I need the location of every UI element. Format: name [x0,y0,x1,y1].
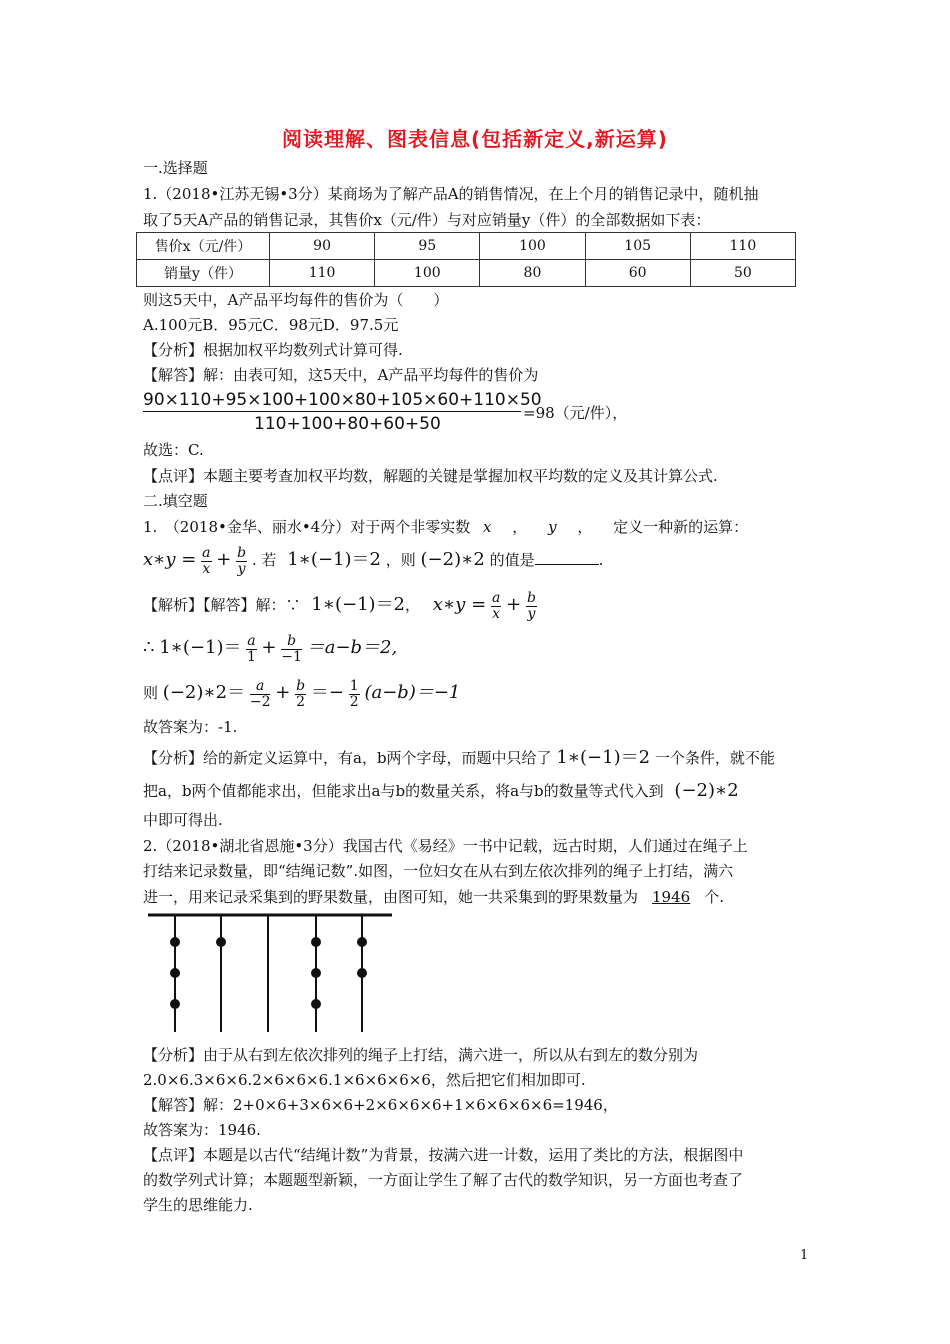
fraction-a-over-x [491,591,501,622]
table-cell: 100 [375,260,480,287]
table-cell: 110 [270,260,375,287]
q1-solution-intro: 【解答】解：由表可知，这5天中，A产品平均每件的售价为 [143,366,539,384]
q2-solution-line: 【解析】【解答】解：∵ 1∗(−1)＝2， x∗y = $\frac{a}{x}$ + $\frac{b}{y}$ [143,589,536,622]
therefore-symbol: ∴ [143,637,155,658]
rope-knot [357,937,367,947]
q3-line1: 2.（2018•湖北省恩施•3分）我国古代《易经》一书中记载，远古时期，人们通过在绳子上 [143,837,748,855]
analysis-text: 【分析】给的新定义运算中，有a，b两个字母，而题中只给了 [143,749,552,767]
frac-num: b [237,544,247,561]
table-row [137,260,796,287]
table-cell: 100 [480,233,585,260]
condition-expression: 1∗(−1)＝2 [287,549,381,570]
q3-text: 个. [704,888,724,906]
definition-lhs: x∗y = [432,594,487,615]
step1-lhs: 1∗(−1)＝ [159,637,242,658]
q3-line2: 打结来记录数量，即“结绳记数”.如图，一位妇女在从右到左依次排列的绳子上打结，满六 [143,862,734,880]
frac-den: 1 [247,648,256,665]
q3-comment1: 【点评】本题是以古代“结绳计数”为背景，按满六进一计数，运用了类比的方法，根据图中 [143,1146,744,1164]
fraction-a-over-neg2 [250,679,271,710]
rope-knot [170,937,180,947]
rope-knot [216,937,226,947]
q2-define-text: 定义一种新的运算： [613,518,749,536]
q2-step1-line: ∴ 1∗(−1)＝ $\frac{a}{1}$ + $\frac{b}{-1}$ ＝a−b＝2, [143,632,398,665]
rope-knot [170,999,180,1009]
frac-num: b [281,634,302,650]
q3-answer: 1946 [652,888,691,906]
condition-expression: 1∗(−1)＝2 [311,594,406,615]
q3-solution: 【解答】解：2+0×6+3×6×6+2×6×6×6+1×6×6×6×6=1946， [143,1096,618,1114]
analysis-text: 把a，b两个值都能求出，但能求出a与b的数量关系，将a与b的数量等式代入到 [143,782,664,800]
q3-comment2: 的数学列式计算；本题题型新颖，一方面让学生了解了古代的数学知识，另一方面也考查了 [143,1171,744,1189]
sales-table [136,232,796,287]
frac-den: y [237,560,246,577]
fraction-b-over-neg1 [281,634,302,665]
q2-analysis-line2 [143,778,739,804]
table-cell: 95 [375,233,480,260]
rope-knot [357,968,367,978]
q3-comment3: 学生的思维能力. [143,1196,253,1214]
q2-line1: 1. （2018•金华、丽水•4分）对于两个非零实数 x ， y ， 定义一种新的运算： [143,518,749,536]
q3-final: 故答案为：1946. [143,1121,261,1139]
table-cell: 90 [270,233,375,260]
fraction-b-over-y [526,591,537,622]
frac-num: 1 [349,677,359,694]
rope-knot [170,968,180,978]
q3-analysis1: 【分析】由于从右到左依次排列的绳子上打结，满六进一，所以从右到左的数分别为 [143,1046,699,1064]
step2-result: (a−b)＝−1 [364,682,461,703]
q2-if-text: . 若 [251,551,277,569]
page-title: 阅读理解、图表信息(包括新定义,新运算) [282,127,668,151]
q1-line1: 1.（2018•江苏无锡•3分）某商场为了解产品A的销售情况，在上个月的销售记录中，随机抽 [143,185,759,203]
step1-rhs: ＝a−b＝2, [306,637,398,658]
fraction-b-over-y [236,546,247,577]
table-cell: 110 [690,233,795,260]
frac-den: x [202,560,211,577]
step2-rhs: ＝− [310,682,344,703]
q3-analysis2: 2.0×6.3×6×6.2×6×6×6.1×6×6×6×6，然后把它们相加即可. [143,1071,586,1089]
q2-answer: 故答案为：-1. [143,718,238,736]
q2-analysis-line1 [143,745,775,771]
target-expression: (−2)∗2 [420,549,485,570]
analysis-text: 一个条件，就不能 [654,749,775,767]
knotted-rope-figure [140,908,400,1038]
q1-options: A.100元B．95元C．98元D．97.5元 [143,316,399,334]
rope-knot [311,937,321,947]
step2-lhs: (−2)∗2＝ [162,682,246,703]
q1-question: 则这5天中，A产品平均每件的售价为（ ） [143,291,449,309]
fraction-a-over-1 [246,634,256,665]
table-cell: 60 [585,260,690,287]
var-x: x [483,518,492,536]
frac-den: x [492,605,501,622]
fraction-b-over-2 [295,679,306,710]
frac-den: −2 [249,693,271,710]
rope-knot [311,968,321,978]
section-heading-fill: 二.填空题 [143,492,208,510]
answer-blank [535,550,599,565]
frac-num: a [247,632,256,649]
section-heading-choice: 一.选择题 [143,159,208,177]
frac-den: 2 [296,693,306,710]
var-y: y [548,518,557,536]
weighted-sum-denominator: 110+100+80+60+50 [254,414,441,434]
fraction-a-over-x [201,546,211,577]
q2-step2-line: 则 (−2)∗2＝ $\frac{a}{-2}$ + $\frac{b}{2}$ ＝− $\frac{1}{2}$ (a−b)＝−1 [143,677,461,710]
frac-num: b [296,677,306,694]
frac-den: 2 [349,693,359,710]
table-header-volume: 销量y（件） [137,260,270,287]
q2-then-text: ，则 [385,551,416,569]
q2-definition-line: x∗y = $\frac{a}{x}$ + $\frac{b}{y}$ . 若 1∗(−1)＝2 ，则 (−2)∗2 的值是 . [143,544,604,577]
q1-result: =98（元/件）， [523,404,628,422]
q1-choose: 故选：C. [143,441,204,459]
q1-comment: 【点评】本题主要考查加权平均数，解题的关键是掌握加权平均数的定义及其计算公式. [143,467,718,485]
frac-num: b [526,589,536,606]
q1-analysis: 【分析】根据加权平均数列式计算可得. [143,341,403,359]
q1-line2: 取了5天A产品的销售记录，其售价x（元/件）与对应销量y（件）的全部数据如下表： [143,211,711,229]
definition-lhs: x∗y = [143,549,197,570]
q2-then2-text: 则 [143,684,159,702]
q2-intro: 1. （2018•金华、丽水•4分）对于两个非零实数 [143,518,471,536]
table-cell: 50 [690,260,795,287]
table-row [137,233,796,260]
frac-num: a [202,544,211,561]
q3-line3 [143,887,724,907]
frac-den: y [527,605,536,622]
q2-solution-label: 【解析】【解答】解：∵ [143,596,301,614]
table-cell: 80 [480,260,585,287]
fraction-one-half [349,679,360,710]
fraction-bar [143,411,521,412]
frac-num: a [491,589,501,606]
q3-text: 进一，用来记录采集到的野果数量，由图可知，她一共采集到的野果数量为 [143,888,639,906]
weighted-sum-numerator: 90×110+95×100+100×80+105×60+110×50 [143,390,542,410]
table-header-price: 售价x（元/件） [137,233,270,260]
target-expression: (−2)∗2 [674,780,739,801]
frac-num: a [250,679,271,695]
table-cell: 105 [585,233,690,260]
condition-expression: 1∗(−1)＝2 [556,747,651,768]
rope-knot [311,999,321,1009]
q2-ask: 的值是 [489,551,535,569]
frac-den: −1 [281,648,302,665]
page-number: 1 [800,1248,809,1263]
q2-analysis-line3: 中即可得出. [143,811,223,829]
